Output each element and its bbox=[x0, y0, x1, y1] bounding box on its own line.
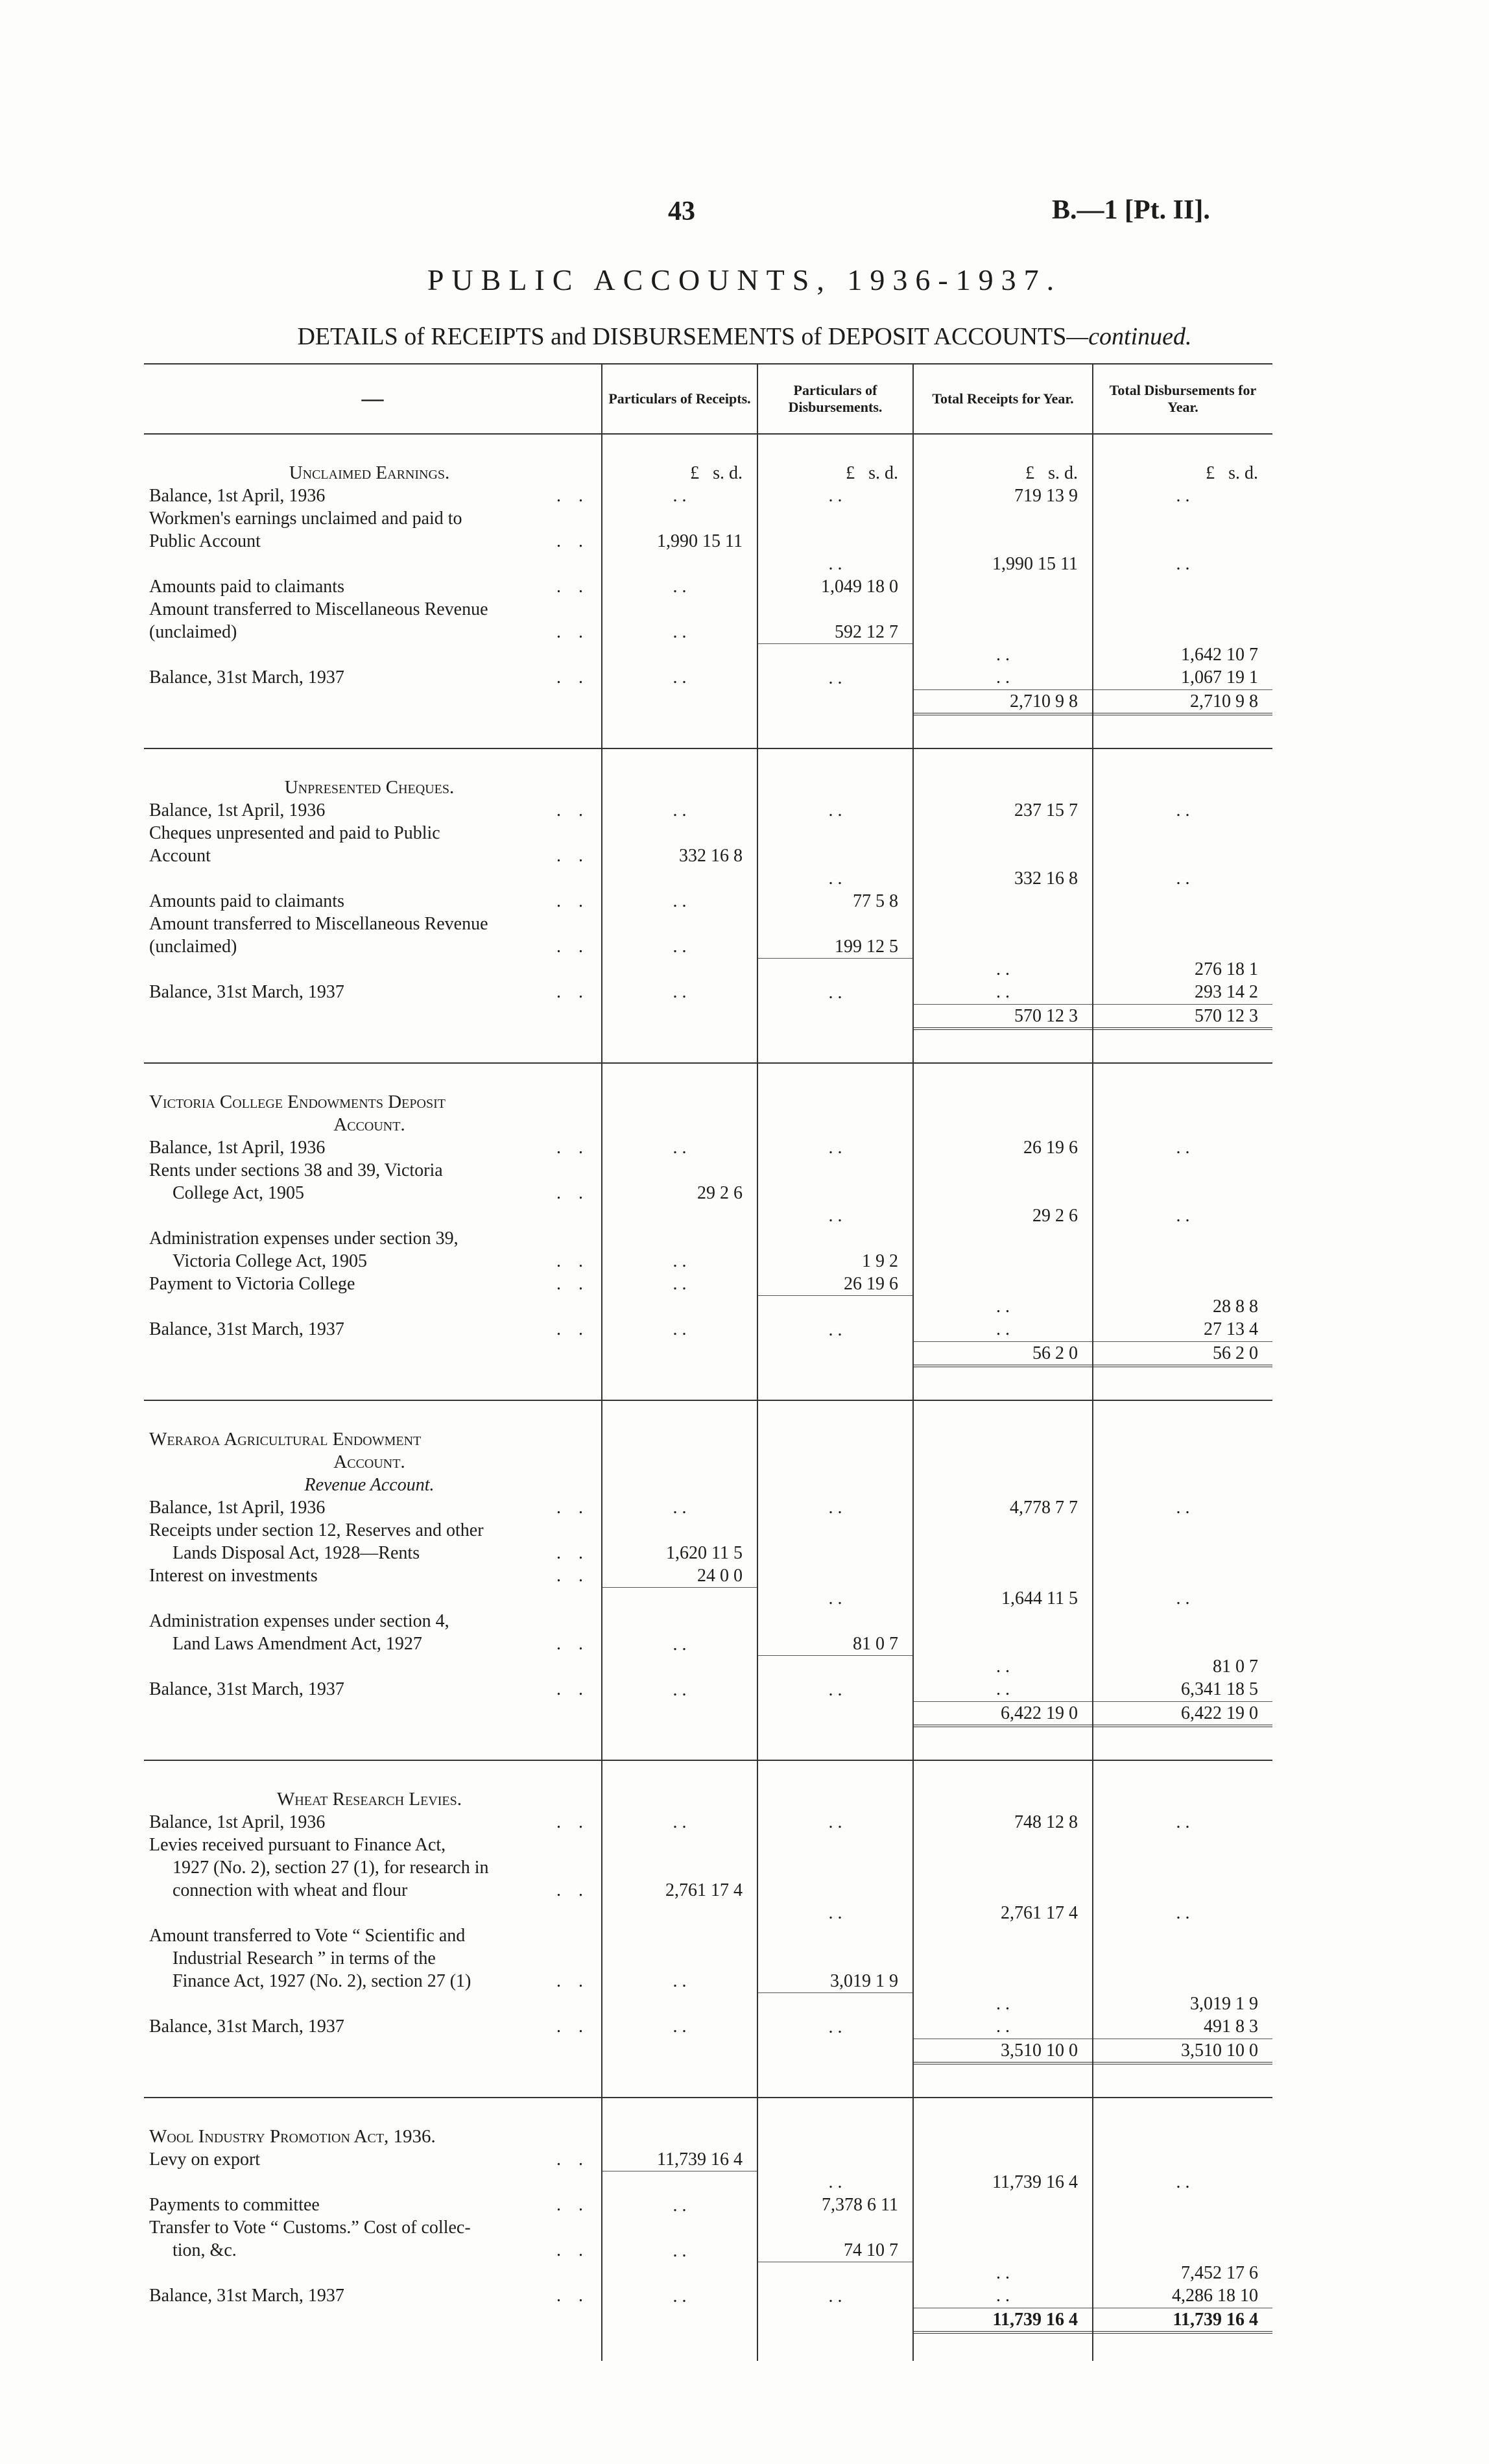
unpresented-particulars-disbursements: . . . . 77 5 8 199 12 5 . . bbox=[757, 776, 913, 1004]
list-item: Rents under sections 38 and 39, Victoria bbox=[149, 1160, 443, 1180]
unpresented-total-receipts: 237 15 7 332 16 8 . . . . bbox=[913, 776, 1093, 1004]
section-unpresented bbox=[144, 776, 1272, 1004]
unpresented-particulars-receipts: . . 332 16 8 . . . . . . bbox=[602, 776, 757, 1004]
unpresented-description bbox=[144, 776, 602, 1004]
amount: 293 14 2 bbox=[1195, 982, 1258, 1002]
document-reference: B.—1 [Pt. II]. bbox=[1052, 195, 1210, 225]
page-title: PUBLIC ACCOUNTS, 1936-1937. bbox=[427, 263, 1062, 296]
section-victoria-college bbox=[144, 1091, 1272, 1341]
grand-total: 11,739 16 4 bbox=[1093, 2308, 1272, 2334]
list-item: Balance, 31st March, 1937 . . bbox=[149, 982, 590, 1002]
amount: 29 2 6 bbox=[697, 1183, 743, 1203]
weraroa-particulars-receipts: . . 1,620 11 5 24 0 0 . . . . bbox=[602, 1428, 757, 1701]
section-title: Wool Industry Promotion Act, 1936. bbox=[149, 2126, 436, 2147]
list-item: Balance, 1st April, 1936 . . bbox=[149, 1498, 590, 1518]
section-wheat-totals bbox=[144, 2039, 1272, 2064]
unclaimed-particulars-receipts: £ s. d. . . 1,990 15 11 . . . . . . bbox=[602, 462, 757, 689]
weraroa-particulars-disbursements: . . . . 81 0 7 . . bbox=[757, 1428, 913, 1701]
currency-header: £ s. d. bbox=[846, 463, 898, 483]
grand-total: 56 2 0 bbox=[914, 1341, 1092, 1367]
weraroa-description bbox=[144, 1428, 602, 1701]
grand-total: 3,510 10 0 bbox=[1093, 2039, 1272, 2064]
table-header-row bbox=[144, 364, 1272, 434]
list-item: Balance, 31st March, 1937 . . bbox=[149, 2016, 590, 2037]
list-item: Payment to Victoria College . . bbox=[149, 1274, 590, 1294]
amount: 199 12 5 bbox=[758, 935, 912, 959]
amount: 81 0 7 bbox=[1213, 1657, 1258, 1677]
unclaimed-total-receipts: £ s. d. 719 13 9 1,990 15 11 . . . . bbox=[913, 462, 1093, 689]
section-victoria-totals bbox=[144, 1341, 1272, 1367]
amount: 748 12 8 bbox=[1014, 1812, 1078, 1832]
amount: 332 16 8 bbox=[1014, 868, 1078, 889]
wool-description bbox=[144, 2125, 602, 2308]
list-item: Public Account . . bbox=[149, 531, 590, 551]
grand-total: 3,510 10 0 bbox=[914, 2039, 1092, 2064]
amount: 28 8 8 bbox=[1213, 1297, 1258, 1317]
victoria-particulars-disbursements: . . . . 1 9 2 26 19 6 . . bbox=[757, 1091, 913, 1341]
victoria-total-disbursements: . . . . 28 8 8 27 13 4 bbox=[1093, 1091, 1272, 1341]
victoria-description bbox=[144, 1091, 602, 1341]
amount: 11,739 16 4 bbox=[602, 2148, 757, 2171]
amount: 4,778 7 7 bbox=[1010, 1498, 1078, 1518]
list-item: (unclaimed) . . bbox=[149, 622, 590, 642]
list-item: Amount transferred to Miscellaneous Revenue bbox=[149, 599, 488, 619]
section-title-continued: Account. bbox=[333, 1114, 405, 1135]
list-item: Victoria College Act, 1905 . . bbox=[173, 1251, 590, 1271]
section-unpresented-totals bbox=[144, 1004, 1272, 1030]
list-item: Levy on export . . bbox=[149, 2149, 590, 2170]
grand-total: 2,710 9 8 bbox=[1093, 689, 1272, 715]
list-item: Balance, 31st March, 1937 . . bbox=[149, 2286, 590, 2306]
amount: 3,019 1 9 bbox=[1190, 1994, 1258, 2014]
section-weraroa bbox=[144, 1428, 1272, 1701]
grand-total: 570 12 3 bbox=[1093, 1004, 1272, 1030]
list-item: Balance, 31st March, 1937 . . bbox=[149, 1319, 590, 1339]
col-header-particulars-disbursements: Particulars of Disbursements. bbox=[757, 364, 913, 434]
amount: 332 16 8 bbox=[679, 846, 743, 866]
list-item: Lands Disposal Act, 1928—Rents . . bbox=[173, 1543, 590, 1563]
list-item: Transfer to Vote “ Customs.” Cost of collec- bbox=[149, 2218, 471, 2238]
amount: 719 13 9 bbox=[1014, 486, 1078, 506]
currency-header: £ s. d. bbox=[690, 463, 743, 483]
wool-total-disbursements: . . 7,452 17 6 4,286 18 10 bbox=[1093, 2125, 1272, 2308]
list-item: Balance, 1st April, 1936 . . bbox=[149, 800, 590, 820]
amount: 592 12 7 bbox=[758, 621, 912, 644]
list-item: Amount transferred to Vote “ Scientific and bbox=[149, 1926, 466, 1946]
wheat-total-disbursements: . . . . 3,019 1 9 491 8 3 bbox=[1093, 1788, 1272, 2039]
subtitle-main: DETAILS of RECEIPTS and DISBURSEMENTS of DEPOSIT ACCOUNTS bbox=[297, 323, 1067, 350]
col-header-description: — bbox=[144, 364, 602, 434]
col-header-particulars-receipts: Particulars of Receipts. bbox=[602, 364, 757, 434]
list-item: Balance, 1st April, 1936 . . bbox=[149, 486, 590, 506]
victoria-total-receipts: 26 19 6 29 2 6 . . . . bbox=[913, 1091, 1093, 1341]
wool-total-receipts: 11,739 16 4 . . . . bbox=[913, 2125, 1093, 2308]
list-item: Receipts under section 12, Reserves and other bbox=[149, 1520, 484, 1540]
grand-total: 11,739 16 4 bbox=[914, 2308, 1092, 2334]
col-header-total-disbursements: Total Disbursements for Year. bbox=[1093, 364, 1272, 434]
wheat-total-receipts: 748 12 8 2,761 17 4 . . . . bbox=[913, 1788, 1093, 2039]
list-item: Balance, 31st March, 1937 . . bbox=[149, 667, 590, 688]
list-item: Interest on investments . . bbox=[149, 1566, 590, 1586]
section-unclaimed-totals bbox=[144, 689, 1272, 715]
section-title: Victoria College Endowments Deposit bbox=[149, 1092, 446, 1112]
amount: 1,642 10 7 bbox=[1181, 645, 1258, 665]
grand-total: 6,422 19 0 bbox=[1093, 1701, 1272, 1727]
wheat-particulars-disbursements: . . . . 3,019 1 9 . . bbox=[757, 1788, 913, 2039]
currency-header: £ s. d. bbox=[1206, 463, 1258, 483]
page-subtitle bbox=[0, 322, 1489, 351]
list-item: Industrial Research ” in terms of the bbox=[173, 1948, 436, 1968]
grand-total: 2,710 9 8 bbox=[914, 689, 1092, 715]
unclaimed-particulars-disbursements: £ s. d. . . . . 1,049 18 0 592 12 7 . . bbox=[757, 462, 913, 689]
section-wool-totals bbox=[144, 2308, 1272, 2334]
unpresented-total-disbursements: . . . . 276 18 1 293 14 2 bbox=[1093, 776, 1272, 1004]
list-item: College Act, 1905 . . bbox=[173, 1183, 590, 1203]
amount: 1,990 15 11 bbox=[992, 554, 1078, 574]
list-item: Account . . bbox=[149, 846, 590, 866]
section-title: Unclaimed Earnings. bbox=[289, 462, 450, 483]
amount: 24 0 0 bbox=[602, 1564, 757, 1588]
victoria-particulars-receipts: . . 29 2 6 . . . . . . bbox=[602, 1091, 757, 1341]
section-subheading: Revenue Account. bbox=[304, 1475, 435, 1495]
amount: 74 10 7 bbox=[758, 2239, 912, 2262]
subtitle-suffix: —continued. bbox=[1066, 323, 1192, 350]
list-item: Amounts paid to claimants . . bbox=[149, 891, 590, 911]
amount: 491 8 3 bbox=[1204, 2016, 1258, 2037]
list-item: Cheques unpresented and paid to Public bbox=[149, 823, 440, 843]
currency-header: £ s. d. bbox=[1025, 463, 1078, 483]
amount: 276 18 1 bbox=[1195, 959, 1258, 979]
grand-total: 56 2 0 bbox=[1093, 1341, 1272, 1367]
amount: 1,644 11 5 bbox=[1001, 1588, 1078, 1609]
wool-particulars-disbursements: . . 7,378 6 11 74 10 7 . . bbox=[757, 2125, 913, 2308]
list-item: connection with wheat and flour . . bbox=[173, 1880, 590, 1900]
deposit-accounts-table bbox=[144, 363, 1272, 2361]
wheat-description bbox=[144, 1788, 602, 2039]
list-item: Payments to committee . . bbox=[149, 2195, 590, 2215]
wheat-particulars-receipts: . . 2,761 17 4 . . . . bbox=[602, 1788, 757, 2039]
list-item: Amount transferred to Miscellaneous Revenue bbox=[149, 914, 488, 934]
weraroa-total-receipts: 4,778 7 7 1,644 11 5 . . . . bbox=[913, 1428, 1093, 1701]
list-item: (unclaimed) . . bbox=[149, 937, 590, 957]
list-item: 1927 (No. 2), section 27 (1), for research in bbox=[173, 1858, 489, 1878]
amount: 29 2 6 bbox=[1032, 1206, 1078, 1226]
amount: 3,019 1 9 bbox=[758, 1970, 912, 1993]
list-item: Balance, 1st April, 1936 . . bbox=[149, 1138, 590, 1158]
amount: 1,990 15 11 bbox=[657, 531, 743, 551]
amount: 4,286 18 10 bbox=[1172, 2286, 1258, 2306]
amount: 1,620 11 5 bbox=[666, 1543, 743, 1563]
section-title: Wheat Research Levies. bbox=[276, 1789, 462, 1810]
amount: 1,049 18 0 bbox=[821, 577, 898, 597]
list-item: Amounts paid to claimants . . bbox=[149, 577, 590, 597]
list-item: Administration expenses under section 4, bbox=[149, 1611, 449, 1631]
grand-total: 6,422 19 0 bbox=[914, 1701, 1092, 1727]
list-item: Levies received pursuant to Finance Act, bbox=[149, 1835, 446, 1855]
grand-total: 570 12 3 bbox=[914, 1004, 1092, 1030]
section-title: Unpresented Cheques. bbox=[284, 777, 455, 798]
amount: 7,378 6 11 bbox=[822, 2195, 898, 2215]
amount: 27 13 4 bbox=[1204, 1319, 1258, 1339]
page-number: 43 bbox=[668, 197, 695, 226]
list-item: Balance, 31st March, 1937 . . bbox=[149, 1679, 590, 1699]
list-item: Administration expenses under section 39, bbox=[149, 1228, 459, 1249]
weraroa-total-disbursements: . . . . 81 0 7 6,341 18 5 bbox=[1093, 1428, 1272, 1701]
amount: 1,067 19 1 bbox=[1181, 667, 1258, 688]
section-wheat-research bbox=[144, 1788, 1272, 2039]
section-weraroa-totals bbox=[144, 1701, 1272, 1727]
list-item: Land Laws Amendment Act, 1927 . . bbox=[173, 1634, 590, 1654]
amount: 1 9 2 bbox=[862, 1251, 898, 1271]
list-item: Finance Act, 1927 (No. 2), section 27 (1) . . bbox=[173, 1971, 590, 1991]
amount: 7,452 17 6 bbox=[1181, 2263, 1258, 2283]
list-item: Balance, 1st April, 1936 . . bbox=[149, 1812, 590, 1832]
amount: 81 0 7 bbox=[758, 1633, 912, 1656]
amount: 2,761 17 4 bbox=[665, 1880, 743, 1900]
wool-particulars-receipts: 11,739 16 4 . . . . . . bbox=[602, 2125, 757, 2308]
amount: 6,341 18 5 bbox=[1181, 1679, 1258, 1699]
amount: 11,739 16 4 bbox=[992, 2172, 1078, 2192]
amount: 77 5 8 bbox=[853, 891, 898, 911]
amount: 26 19 6 bbox=[758, 1273, 912, 1296]
amount: 26 19 6 bbox=[1023, 1138, 1078, 1158]
section-title: Weraroa Agricultural Endowment bbox=[149, 1429, 422, 1450]
unclaimed-description bbox=[144, 462, 602, 689]
col-header-total-receipts: Total Receipts for Year. bbox=[913, 364, 1093, 434]
section-unclaimed bbox=[144, 462, 1272, 689]
section-title-continued: Account. bbox=[333, 1452, 405, 1472]
unclaimed-total-disbursements: £ s. d. . . . . 1,642 10 7 1,067 19 1 bbox=[1093, 462, 1272, 689]
amount: 237 15 7 bbox=[1014, 800, 1078, 820]
section-wool-industry bbox=[144, 2125, 1272, 2308]
list-item: tion, &c. . . bbox=[173, 2240, 590, 2260]
list-item: Workmen's earnings unclaimed and paid to bbox=[149, 508, 462, 529]
amount: 2,761 17 4 bbox=[1001, 1903, 1078, 1923]
